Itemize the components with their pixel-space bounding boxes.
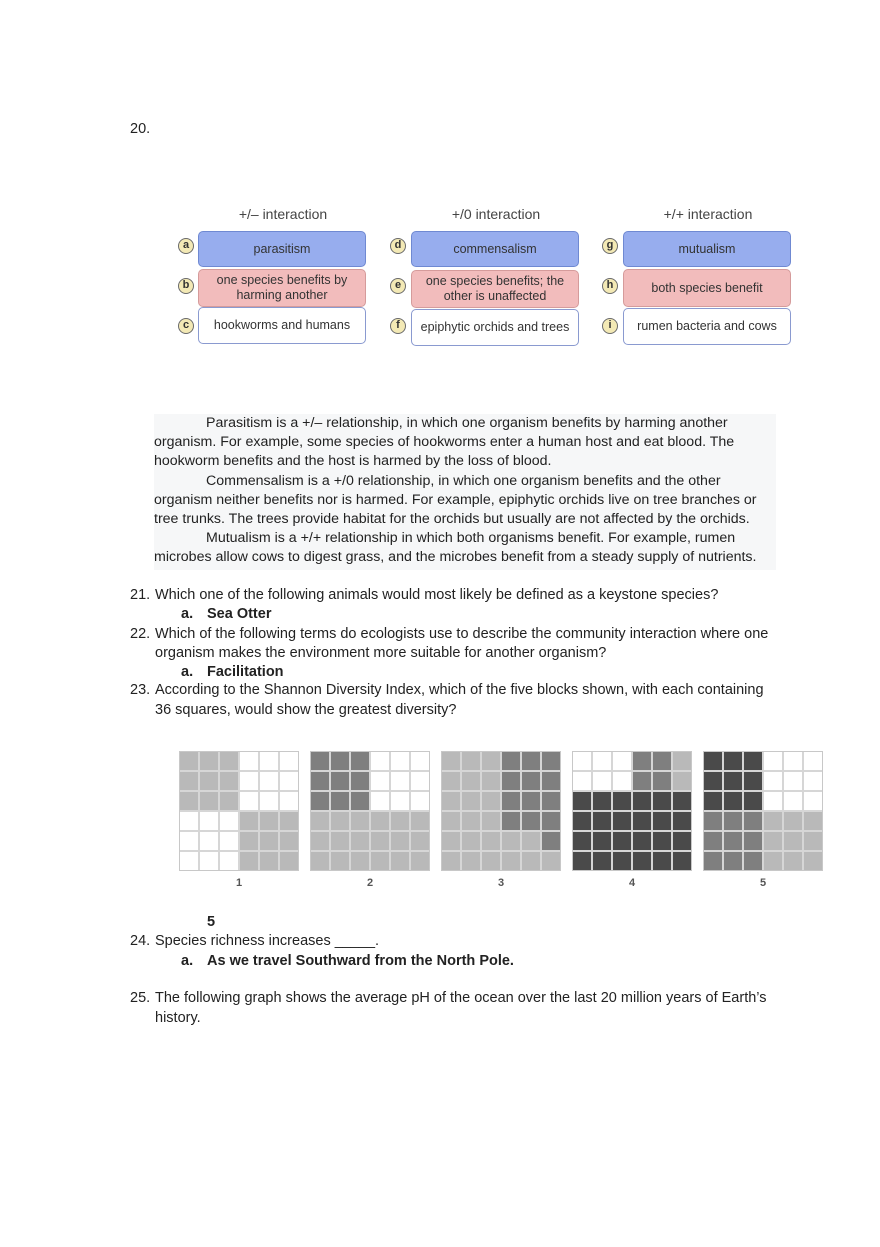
answer-letter: a. [181,606,194,622]
grid-square [673,772,691,790]
term-box: parasitism [198,231,366,267]
grid-square [744,792,762,810]
grid-square [784,812,802,830]
column-heading-plus-zero: +/0 interaction [451,206,541,222]
grid-square [411,772,429,790]
grid-square [280,772,298,790]
grid-square [260,792,278,810]
definition-box: one species benefits by harming another [198,269,366,307]
grid-square [482,832,500,850]
diversity-block-2 [310,751,430,871]
grid-square [311,792,329,810]
grid-square [522,852,540,870]
grid-square [442,852,460,870]
label-b-icon: b [178,278,194,294]
grid-square [593,752,611,770]
grid-square [462,852,480,870]
grid-square [391,852,409,870]
grid-square [593,832,611,850]
grid-square [200,832,218,850]
label-a-icon: a [178,238,194,254]
grid-square [542,812,560,830]
grid-square [573,832,591,850]
term-box: commensalism [411,231,579,267]
grid-square [542,792,560,810]
grid-square [280,812,298,830]
grid-square [220,792,238,810]
grid-square [704,772,722,790]
grid-square [502,812,520,830]
question-text-line2: history. [155,1010,201,1026]
grid-square [311,852,329,870]
grid-square [200,792,218,810]
grid-square [502,852,520,870]
grid-square [724,772,742,790]
question-number: 20. [130,121,151,137]
diversity-block-5 [703,751,823,871]
grid-square [391,832,409,850]
grid-square [784,852,802,870]
diversity-block-4 [572,751,692,871]
grid-square [673,852,691,870]
definition-box: one species benefits; the other is unaffected [411,270,579,308]
grid-square [331,772,349,790]
grid-square [331,792,349,810]
grid-square [280,832,298,850]
definition-box: both species benefit [623,269,791,307]
grid-square [442,812,460,830]
question-text-line2: organism makes the environment more suitable for another organism? [155,645,607,661]
question-number: 21. [130,587,151,603]
question-text-line2: 36 squares, would show the greatest diversity? [155,702,457,718]
grid-square [673,752,691,770]
grid-square [633,792,651,810]
grid-square [351,772,369,790]
grid-square [744,772,762,790]
grid-square [784,792,802,810]
grid-square [371,772,389,790]
grid-square [593,772,611,790]
grid-square [411,792,429,810]
grid-square [462,752,480,770]
grid-square [704,752,722,770]
grid-square [220,752,238,770]
grid-square [220,832,238,850]
grid-square [260,852,278,870]
grid-square [724,852,742,870]
grid-square [180,812,198,830]
grid-square [462,772,480,790]
label-e-icon: e [390,278,406,294]
grid-square [764,792,782,810]
grid-square [704,812,722,830]
block-label: 1 [235,877,243,889]
grid-square [331,832,349,850]
grid-square [613,812,631,830]
diversity-block-1 [179,751,299,871]
grid-square [240,852,258,870]
grid-square [220,812,238,830]
grid-square [522,772,540,790]
grid-square [784,752,802,770]
grid-square [260,832,278,850]
label-d-icon: d [390,238,406,254]
grid-square [704,792,722,810]
grid-square [200,812,218,830]
grid-square [200,772,218,790]
grid-square [542,832,560,850]
grid-square [764,832,782,850]
grid-square [744,832,762,850]
grid-square [724,832,742,850]
grid-square [502,752,520,770]
grid-square [371,752,389,770]
grid-square [411,752,429,770]
term-box: mutualism [623,231,791,267]
grid-square [391,772,409,790]
grid-square [260,752,278,770]
grid-square [593,852,611,870]
grid-square [502,832,520,850]
grid-square [593,812,611,830]
grid-square [442,792,460,810]
block-label: 2 [366,877,374,889]
grid-square [573,852,591,870]
grid-square [724,792,742,810]
grid-square [653,832,671,850]
grid-square [180,772,198,790]
grid-square [351,812,369,830]
grid-square [522,752,540,770]
grid-square [744,852,762,870]
grid-square [411,812,429,830]
grid-square [482,772,500,790]
diversity-block-3 [441,751,561,871]
grid-square [744,812,762,830]
label-h-icon: h [602,278,618,294]
grid-square [573,772,591,790]
grid-square [482,792,500,810]
grid-square [351,852,369,870]
grid-square [764,752,782,770]
grid-square [442,772,460,790]
question-text-line1: According to the Shannon Diversity Index, which of the five blocks shown, with each containing [155,682,764,698]
grid-square [240,752,258,770]
grid-square [180,852,198,870]
answer-text: 5 [207,914,216,930]
grid-square [633,772,651,790]
grid-square [220,772,238,790]
grid-square [804,832,822,850]
grid-square [593,792,611,810]
question-text-line1: The following graph shows the average pH of the ocean over the last 20 million years of Earth’s [155,990,767,1006]
grid-square [280,752,298,770]
grid-square [311,832,329,850]
grid-square [613,832,631,850]
grid-square [804,772,822,790]
grid-square [613,792,631,810]
label-f-icon: f [390,318,406,334]
grid-square [331,752,349,770]
grid-square [653,792,671,810]
grid-square [482,812,500,830]
grid-square [411,832,429,850]
grid-square [260,812,278,830]
grid-square [704,852,722,870]
grid-square [442,752,460,770]
explanation-panel [154,414,776,570]
grid-square [351,792,369,810]
grid-square [653,752,671,770]
grid-square [351,832,369,850]
grid-square [673,832,691,850]
grid-square [371,832,389,850]
grid-square [804,792,822,810]
grid-square [673,792,691,810]
question-text: Species richness increases _____. [155,933,380,949]
grid-square [180,832,198,850]
question-number: 24. [130,933,151,949]
grid-square [351,752,369,770]
grid-square [633,832,651,850]
mutualism-paragraph: Mutualism is a +/+ relationship in which both organisms benefit. For example, rumen microbes allow cows to digest grass, and the microbes benefit from a steady supply of nutrients. [154,530,757,566]
grid-square [633,812,651,830]
grid-square [724,812,742,830]
grid-square [522,812,540,830]
grid-square [280,792,298,810]
grid-square [804,812,822,830]
grid-square [613,752,631,770]
grid-square [613,772,631,790]
parasitism-paragraph: Parasitism is a +/– relationship, in which one organism benefits by harming another organism. For example, some species of hookworms enter a human host and eat blood. The hookworm benefits and the host is harmed by the loss of blood. [154,415,735,470]
grid-square [764,852,782,870]
grid-square [240,832,258,850]
example-box: epiphytic orchids and trees [411,309,579,346]
grid-square [804,852,822,870]
grid-square [371,792,389,810]
question-number: 22. [130,626,151,642]
grid-square [804,752,822,770]
grid-square [260,772,278,790]
grid-square [331,852,349,870]
grid-square [180,752,198,770]
grid-square [653,852,671,870]
grid-square [522,832,540,850]
grid-square [653,772,671,790]
grid-square [311,812,329,830]
grid-square [784,772,802,790]
grid-square [462,812,480,830]
grid-square [633,852,651,870]
example-box: rumen bacteria and cows [623,308,791,345]
grid-square [502,792,520,810]
grid-square [391,752,409,770]
grid-square [280,852,298,870]
answer-letter: a. [181,953,194,969]
grid-square [331,812,349,830]
grid-square [633,752,651,770]
grid-square [704,832,722,850]
grid-square [311,772,329,790]
grid-square [502,772,520,790]
answer-text: Sea Otter [207,606,272,622]
grid-square [442,832,460,850]
answer-text: As we travel Southward from the North Pole. [207,953,514,969]
grid-square [371,812,389,830]
grid-square [200,852,218,870]
block-label: 4 [628,877,636,889]
grid-square [371,852,389,870]
grid-square [240,812,258,830]
grid-square [200,752,218,770]
commensalism-paragraph: Commensalism is a +/0 relationship, in which one organism benefits and the other organism neither benefits nor is harmed. For example, epiphytic orchids live on tree branches or tree trunks. The trees provide habitat for the orchids but usually are not affected by the orchids. [154,472,757,528]
grid-square [673,812,691,830]
answer-letter: a. [181,664,194,680]
column-heading-plus-minus: +/– interaction [238,206,328,222]
grid-square [391,792,409,810]
example-box: hookworms and humans [198,307,366,344]
label-i-icon: i [602,318,618,334]
grid-square [240,772,258,790]
grid-square [462,792,480,810]
grid-square [764,772,782,790]
label-g-icon: g [602,238,618,254]
grid-square [764,812,782,830]
grid-square [542,772,560,790]
question-text: Which one of the following animals would most likely be defined as a keystone species? [155,587,719,603]
column-heading-plus-plus: +/+ interaction [663,206,753,222]
grid-square [180,792,198,810]
question-number: 23. [130,682,151,698]
grid-square [613,852,631,870]
grid-square [411,852,429,870]
answer-text: Facilitation [207,664,284,680]
block-label: 3 [497,877,505,889]
grid-square [542,752,560,770]
grid-square [784,832,802,850]
question-text-line1: Which of the following terms do ecologists use to describe the community interaction where one [155,626,769,642]
grid-square [220,852,238,870]
label-c-icon: c [178,318,194,334]
grid-square [482,752,500,770]
grid-square [391,812,409,830]
grid-square [462,832,480,850]
grid-square [573,792,591,810]
grid-square [653,812,671,830]
block-label: 5 [759,877,767,889]
grid-square [573,812,591,830]
grid-square [522,792,540,810]
grid-square [482,852,500,870]
grid-square [744,752,762,770]
grid-square [573,752,591,770]
grid-square [240,792,258,810]
grid-square [724,752,742,770]
grid-square [311,752,329,770]
question-number: 25. [130,990,151,1006]
grid-square [542,852,560,870]
